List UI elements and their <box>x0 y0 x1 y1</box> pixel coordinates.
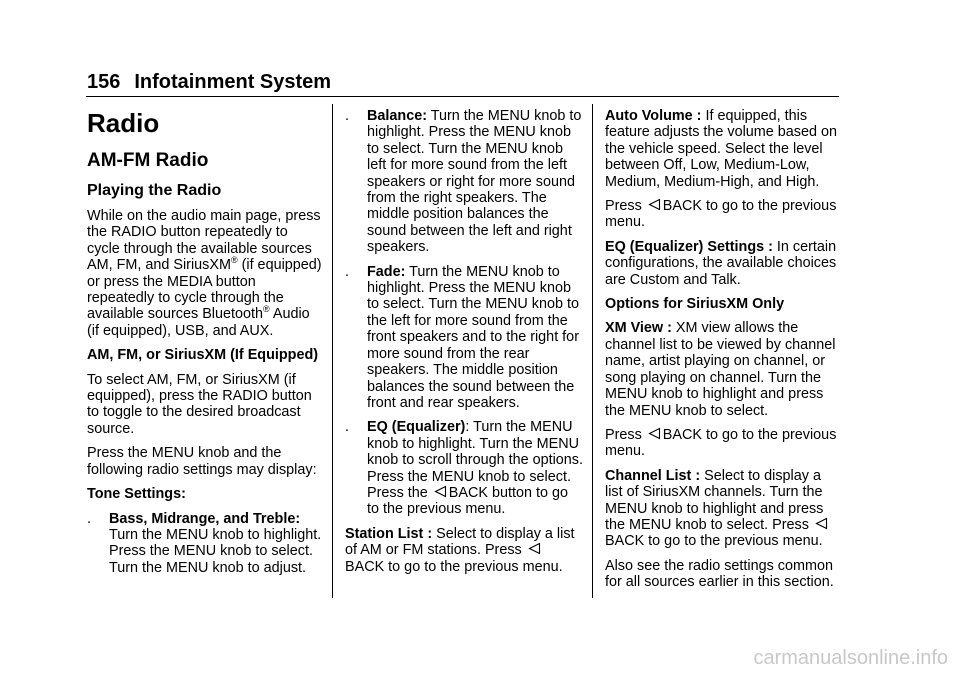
bullet-text: : Turn the MENU knob to highlight. Turn the MENU knob to scroll through the options. Press the MENU knob to select. Press the <box>367 419 583 501</box>
subheading-am-fm-siriusxm: AM, FM, or SiriusXM (If Equipped) <box>87 347 319 364</box>
xm-view-label: XM View : <box>605 320 672 337</box>
back-triangle-icon <box>648 198 661 211</box>
text: BACK to go to the previous menu. <box>345 558 563 575</box>
auto-volume-label: Auto Volume : <box>605 108 702 124</box>
registered-mark: ® <box>230 255 238 266</box>
bullet-text: Turn the MENU knob to highlight. Press the MENU knob to select. Turn the MENU knob to the left for more sound from the front speakers and to the right for more sound from the rear speakers. The middle position balances the sound between the front and rear speakers. <box>367 263 579 411</box>
subheading-siriusxm-options: Options for SiriusXM Only <box>605 296 785 313</box>
back-triangle-icon <box>648 427 661 440</box>
bullet-marker: . <box>345 108 349 124</box>
paragraph-eq-settings <box>605 239 841 288</box>
station-list-label: Station List : <box>345 525 433 542</box>
topic-heading-playing: Playing the Radio <box>87 182 222 199</box>
page-header <box>87 70 331 94</box>
text: Select to display a list of AM or FM stations. Press <box>345 525 575 559</box>
channel-list-label: Channel List : <box>605 467 701 484</box>
text: BACK to go to the previous menu. <box>605 426 837 460</box>
page-title: Infotainment System <box>134 71 332 93</box>
paragraph-menu-knob: Press the MENU knob and the following radio settings may display: <box>87 445 317 478</box>
bullet-text-end: button to go to the previous menu. <box>367 484 569 518</box>
paragraph-press-back-2 <box>605 427 841 460</box>
paragraph-also-see: Also see the radio settings common for all sources earlier in this section. <box>605 557 834 591</box>
back-triangle-icon <box>815 517 828 530</box>
bullet-marker: . <box>345 419 349 436</box>
paragraph-xm-view <box>605 320 841 418</box>
text: BACK to go to the previous menu. <box>605 198 837 231</box>
bullet-label: Balance: <box>367 108 427 124</box>
bullet-label: Bass, Midrange, and Treble: <box>109 510 301 527</box>
page-number: 156 <box>87 71 121 93</box>
text: If equipped, this feature adjusts the volume based on the vehicle speed. Select the level between Off, Low, Medium-Low, Medium, Medium-High, and High. <box>605 108 837 190</box>
eq-settings-label: EQ (Equalizer) Settings : <box>605 238 773 255</box>
registered-mark: ® <box>263 304 270 315</box>
text: Press <box>605 426 646 443</box>
paragraph-press-back-1 <box>605 198 841 231</box>
subsection-heading-am-fm: AM-FM Radio <box>87 150 209 171</box>
text: While on the audio main page, press the RADIO button repeatedly to cycle through the available sources AM, FM, and SiriusXM <box>87 208 321 274</box>
header-divider <box>86 96 839 97</box>
text: BACK to go to the previous menu. <box>605 533 823 550</box>
column-divider-2 <box>592 104 593 598</box>
back-triangle-icon <box>528 542 541 555</box>
text: (if equipped) or press the MEDIA button repeatedly to cycle through the available sources Bluetooth <box>87 257 322 323</box>
column-3 <box>605 108 841 599</box>
column-1 <box>87 108 323 584</box>
paragraph-station-list <box>345 526 583 575</box>
bullet-text: Turn the MENU knob to highlight. Press the MENU knob to select. Turn the MENU knob left for more sound from the left speakers or right for more sound from the right speakers. The middle position balances the sound between the left and right speakers. <box>367 108 582 256</box>
bullet-label: Fade: <box>367 263 406 280</box>
paragraph-sources <box>87 208 323 339</box>
bullet-label: EQ (Equalizer) <box>367 419 466 436</box>
column-divider-1 <box>332 104 333 598</box>
text: Select to display a list of SiriusXM channels. Turn the MENU knob to highlight and press the MENU knob to select. Press <box>605 467 824 533</box>
bullet-text: Turn the MENU knob to highlight. Press the MENU knob to select. Turn the MENU knob to adjust. <box>109 526 322 576</box>
bullet-marker: . <box>87 510 91 527</box>
paragraph-select-source: To select AM, FM, or SiriusXM (if equipped), press the RADIO button to toggle to the desired broadcast source. <box>87 371 312 437</box>
bullet-fade <box>345 264 583 412</box>
bullet-eq <box>345 419 583 517</box>
section-heading-radio: Radio <box>87 108 160 138</box>
text: In certain configurations, the available choices are Custom and Talk. <box>605 238 837 288</box>
paragraph-auto-volume <box>605 108 841 190</box>
bullet-bass-midrange-treble <box>87 511 323 577</box>
text: Audio (if equipped), USB, and AUX. <box>87 306 310 339</box>
paragraph-channel-list <box>605 468 841 550</box>
label-tone-settings: Tone Settings: <box>87 486 186 503</box>
back-label: BACK <box>448 484 488 501</box>
watermark: carmanualsonline.info <box>753 647 948 669</box>
text: Press <box>605 198 646 215</box>
text: XM view allows the channel list to be viewed by channel name, artist playing on channel, or song playing on channel. Turn the MENU knob to highlight and press the MENU knob to select. <box>605 320 836 419</box>
bullet-marker: . <box>345 263 349 280</box>
column-2 <box>345 108 583 583</box>
bullet-balance <box>345 108 583 256</box>
back-triangle-icon <box>434 485 447 498</box>
